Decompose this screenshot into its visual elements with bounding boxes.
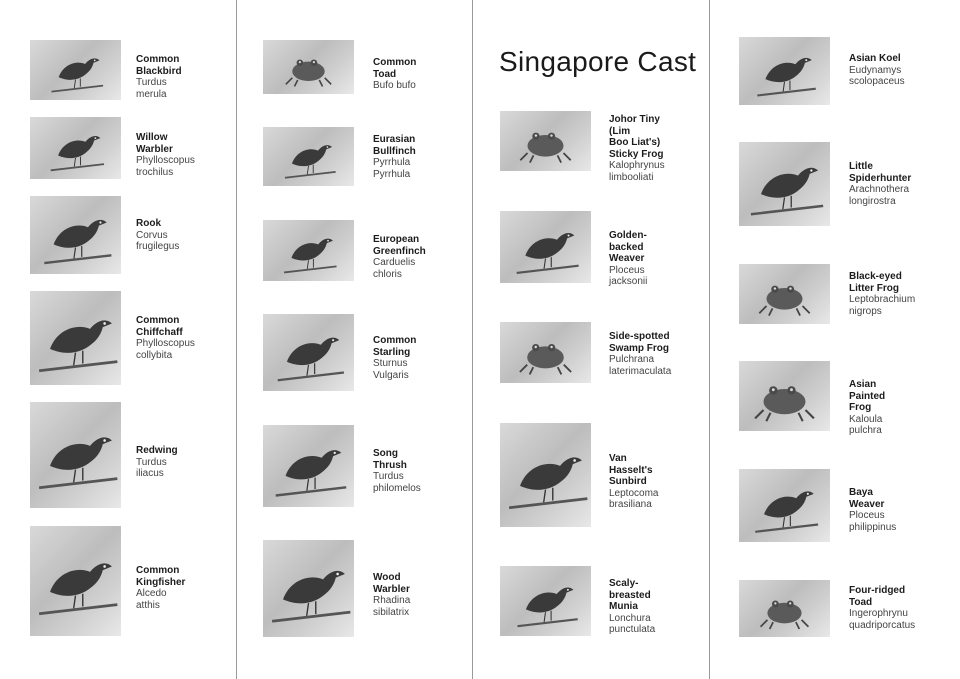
bird-silhouette bbox=[263, 220, 354, 281]
frog-silhouette bbox=[263, 40, 354, 94]
page-title: Singapore Cast bbox=[499, 46, 697, 77]
common-name: Four-ridged Toad bbox=[849, 585, 906, 608]
bird-silhouette bbox=[739, 469, 830, 542]
common-name: Golden-backed Weaver bbox=[609, 230, 647, 264]
common-name: Willow Warbler bbox=[136, 132, 173, 155]
bird-silhouette bbox=[30, 196, 121, 274]
scientific-name: Lonchura punctulata bbox=[609, 612, 656, 635]
species-photo bbox=[739, 37, 830, 105]
species-photo bbox=[739, 142, 830, 226]
species-photo bbox=[30, 40, 121, 100]
species-photo bbox=[739, 469, 830, 542]
species-photo bbox=[739, 361, 830, 431]
species-photo bbox=[500, 211, 591, 283]
species-photo bbox=[739, 264, 830, 324]
common-name: Asian Painted Frog bbox=[849, 379, 886, 413]
scientific-name: Phylloscopus collybita bbox=[136, 338, 195, 361]
scientific-name: Sturnus Vulgaris bbox=[373, 358, 409, 381]
scientific-name: Kaloula pulchra bbox=[849, 413, 883, 436]
bird-silhouette bbox=[263, 314, 354, 391]
frog-silhouette bbox=[500, 111, 591, 171]
common-name: Baya Weaver bbox=[849, 487, 885, 510]
scientific-name: Leptocoma brasiliana bbox=[609, 487, 659, 510]
column-divider bbox=[236, 0, 237, 679]
common-name: Common Starling bbox=[373, 335, 417, 358]
common-name: Rook bbox=[136, 218, 161, 229]
scientific-name: Kalophrynus limbooliati bbox=[609, 160, 665, 183]
scientific-name: Rhadina sibilatrix bbox=[373, 595, 411, 618]
scientific-name: Ploceus jacksonii bbox=[609, 264, 648, 287]
bird-silhouette bbox=[30, 526, 121, 636]
common-name: Side-spotted Swamp Frog bbox=[609, 331, 670, 354]
species-photo bbox=[30, 402, 121, 508]
bird-silhouette bbox=[30, 402, 121, 508]
scientific-name: Bufo bufo bbox=[373, 80, 416, 91]
frog-silhouette bbox=[739, 264, 830, 324]
species-photo bbox=[739, 580, 830, 637]
common-name: Van Hasselt's Sunbird bbox=[609, 453, 653, 487]
scientific-name: Phylloscopus trochilus bbox=[136, 155, 195, 178]
common-name: Black-eyed Litter Frog bbox=[849, 271, 902, 294]
common-name: Wood Warbler bbox=[373, 572, 410, 595]
common-name: Redwing bbox=[136, 445, 178, 456]
common-name: European Greenfinch bbox=[373, 234, 426, 257]
species-photo bbox=[500, 322, 591, 383]
bird-silhouette bbox=[500, 211, 591, 283]
scientific-name: Arachnothera longirostra bbox=[849, 184, 910, 207]
common-name: Common Chiffchaff bbox=[136, 315, 183, 338]
species-photo bbox=[30, 196, 121, 274]
species-photo bbox=[263, 40, 354, 94]
bird-silhouette bbox=[30, 117, 121, 179]
common-name: Common Toad bbox=[373, 57, 417, 80]
species-photo bbox=[30, 526, 121, 636]
bird-silhouette bbox=[500, 423, 591, 527]
species-photo bbox=[30, 117, 121, 179]
common-name: Common Kingfisher bbox=[136, 565, 186, 588]
scientific-name: Ploceus philippinus bbox=[849, 510, 897, 533]
scientific-name: Ingerophrynu quadriporcatus bbox=[849, 608, 916, 631]
scientific-name: Turdus philomelos bbox=[373, 471, 421, 494]
bird-silhouette bbox=[739, 37, 830, 105]
species-photo bbox=[263, 540, 354, 637]
bird-silhouette bbox=[30, 40, 121, 100]
scientific-name: Carduelis chloris bbox=[373, 257, 416, 280]
bird-silhouette bbox=[739, 142, 830, 226]
common-name: Asian Koel bbox=[849, 53, 901, 64]
bird-silhouette bbox=[263, 425, 354, 507]
species-photo bbox=[500, 111, 591, 171]
scientific-name: Turdus merula bbox=[136, 77, 167, 100]
species-photo bbox=[263, 127, 354, 186]
common-name: Common Blackbird bbox=[136, 54, 182, 77]
common-name: Song Thrush bbox=[373, 448, 407, 471]
scientific-name: Corvus frugilegus bbox=[136, 229, 180, 252]
common-name: Scaly-breasted Munia bbox=[609, 578, 651, 612]
frog-silhouette bbox=[739, 361, 830, 431]
scientific-name: Pyrrhula Pyrrhula bbox=[373, 157, 411, 180]
bird-silhouette bbox=[263, 127, 354, 186]
bird-silhouette bbox=[500, 566, 591, 636]
species-photo bbox=[263, 220, 354, 281]
common-name: Johor Tiny (Lim Boo Liat's) Sticky Frog bbox=[609, 114, 664, 160]
frog-silhouette bbox=[500, 322, 591, 383]
bird-silhouette bbox=[30, 291, 121, 385]
column-divider bbox=[472, 0, 473, 679]
species-photo bbox=[500, 423, 591, 527]
scientific-name: Leptobrachium nigrops bbox=[849, 294, 916, 317]
species-photo bbox=[500, 566, 591, 636]
frog-silhouette bbox=[739, 580, 830, 637]
species-photo bbox=[30, 291, 121, 385]
scientific-name: Turdus iliacus bbox=[136, 456, 167, 479]
scientific-name: Pulchrana laterimaculata bbox=[609, 354, 672, 377]
column-divider bbox=[709, 0, 710, 679]
common-name: Eurasian Bullfinch bbox=[373, 134, 416, 157]
scientific-name: Eudynamys scolopaceus bbox=[849, 64, 905, 87]
species-photo bbox=[263, 425, 354, 507]
common-name: Little Spiderhunter bbox=[849, 161, 912, 184]
species-photo bbox=[263, 314, 354, 391]
scientific-name: Alcedo atthis bbox=[136, 588, 167, 611]
bird-silhouette bbox=[263, 540, 354, 637]
